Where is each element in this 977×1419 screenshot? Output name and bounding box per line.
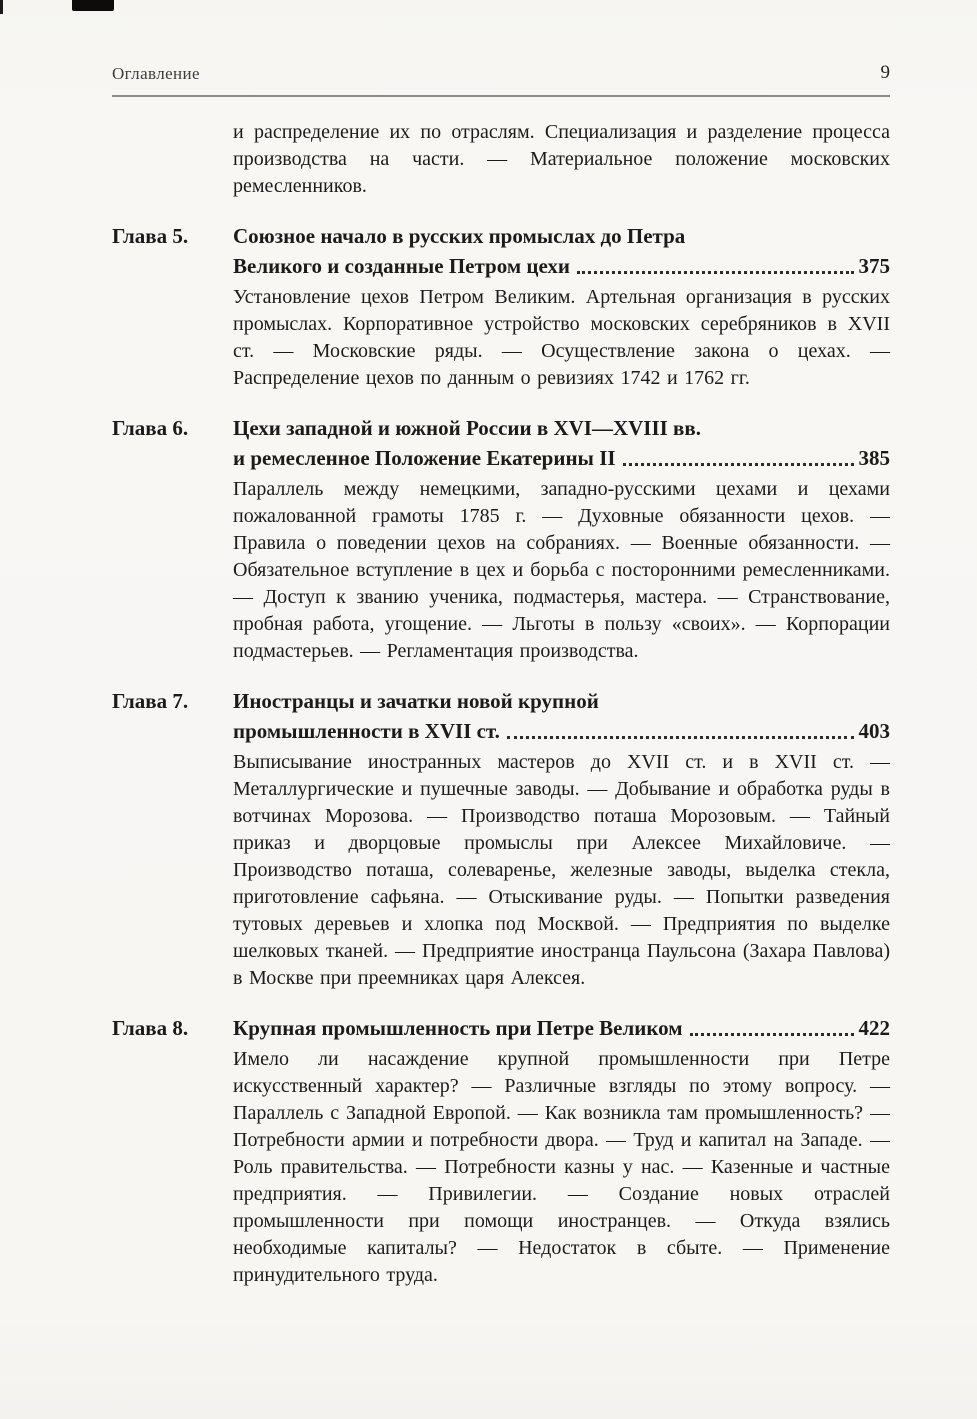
chapter-title-row bbox=[233, 443, 890, 473]
chapter-page-ref: 385 bbox=[858, 446, 890, 470]
chapter-title-continued: Великого и созданные Петром цехи bbox=[233, 254, 570, 278]
chapter-label: Глава 5. bbox=[112, 224, 189, 248]
chapter-label: Глава 6. bbox=[112, 416, 189, 440]
chapter-summary: Установление цехов Петром Великим. Артельная организация в русских промыслах. Корпоративное устройство московских серебряников в XVII ст. — Московские ряды. — Осуществление закона о цехах. — Распределение цехов по данным о ревизиях 1742 и 1762 гг. bbox=[233, 286, 890, 389]
entry-main bbox=[233, 221, 890, 392]
chapter-title-row bbox=[233, 716, 890, 746]
entry-main bbox=[233, 1013, 890, 1289]
chapter-summary: Параллель между немецкими, западно-русскими цехами и цехами пожалованной грамоты 1785 г. — Духовные обязанности цехов. — Правила о поведении цехов на собраниях. — Военные обязанности. — Обязательное вступление в цех и борьба с посторонними ремесленниками. — Доступ к званию ученика, подмастерья, мастера. — Странствование, пробная работа, угощение. — Льготы в пользу «своих». — Корпорации подмастерьев. — Регламентация производства. bbox=[233, 478, 890, 662]
chapter-label: Глава 8. bbox=[112, 1016, 189, 1040]
chapter-title: Крупная промышленность при Петре Великом bbox=[233, 1016, 683, 1040]
toc-entry-chapter-6 bbox=[112, 413, 890, 665]
chapter-summary: Выписывание иностранных мастеров до XVII ст. и в XVII ст. — Металлургические и пушечные заводы. — Добывание и обработка руды в вотчинах Морозова. — Производство поташа Морозовым. — Тайный приказ и дворцовые промыслы при Алексее Михайловиче. — Производство поташа, солеваренье, железные заводы, выделка стекла, приготовление сафьяна. — Отыскивание руды. — Попытки разведения тутовых деревьев и хлопка под Москвой. — Предприятия по выделке шелковых тканей. — Предприятие иностранца Паульсона (Захара Павлова) в Москве при преемниках царя Алексея. bbox=[233, 751, 890, 989]
dot-leader bbox=[577, 271, 854, 274]
chapter-title-row bbox=[233, 251, 890, 281]
chapter-page-ref: 403 bbox=[858, 719, 890, 743]
entry-main bbox=[233, 413, 890, 665]
chapter-title: Цехи западной и южной России в XVI—XVIII вв. bbox=[233, 416, 701, 440]
toc-entry-chapter-8 bbox=[112, 1013, 890, 1289]
chapter-title-continued: и ремесленное Положение Екатерины II bbox=[233, 446, 616, 470]
chapter-summary: Имело ли насаждение крупной промышленности при Петре искусственный характер? — Различные взгляды по этому вопросу. — Параллель с Западной Европой. — Как возникла там промышленность? — Потребности армии и потребности двора. — Труд и капитал на Западе. — Роль правительства. — Потребности казны у нас. — Казенные и частные предприятия. — Привилегии. — Создание новых отраслей промышленности при помощи иностранцев. — Откуда взялись необходимые капиталы? — Недостаток в сбыте. — Применение принудительного труда. bbox=[233, 1048, 890, 1286]
entry-main bbox=[233, 686, 890, 992]
page-header bbox=[112, 62, 890, 95]
chapter-title: Иностранцы и зачатки новой крупной bbox=[233, 689, 599, 713]
page-number: 9 bbox=[880, 62, 890, 83]
chapter-page-ref: 375 bbox=[858, 254, 890, 278]
continuation-paragraph: и распределение их по отраслям. Специализация и разделение процесса производства на части. — Материальное положение московских ремесленников. bbox=[233, 121, 890, 197]
dot-leader bbox=[623, 463, 854, 466]
header-rule bbox=[112, 95, 890, 97]
dot-leader bbox=[507, 736, 854, 739]
running-header-title: Оглавление bbox=[112, 64, 200, 83]
chapter-title: Союзное начало в русских промыслах до Петра bbox=[233, 224, 686, 248]
toc-entry-chapter-7 bbox=[112, 686, 890, 992]
dot-leader bbox=[690, 1033, 854, 1036]
chapter-page-ref: 422 bbox=[858, 1016, 890, 1040]
chapter-title-continued: промышленности в XVII ст. bbox=[233, 719, 500, 743]
chapter-label: Глава 7. bbox=[112, 689, 189, 713]
toc-entry-chapter-5 bbox=[112, 221, 890, 392]
chapter-title-row bbox=[233, 1013, 890, 1043]
